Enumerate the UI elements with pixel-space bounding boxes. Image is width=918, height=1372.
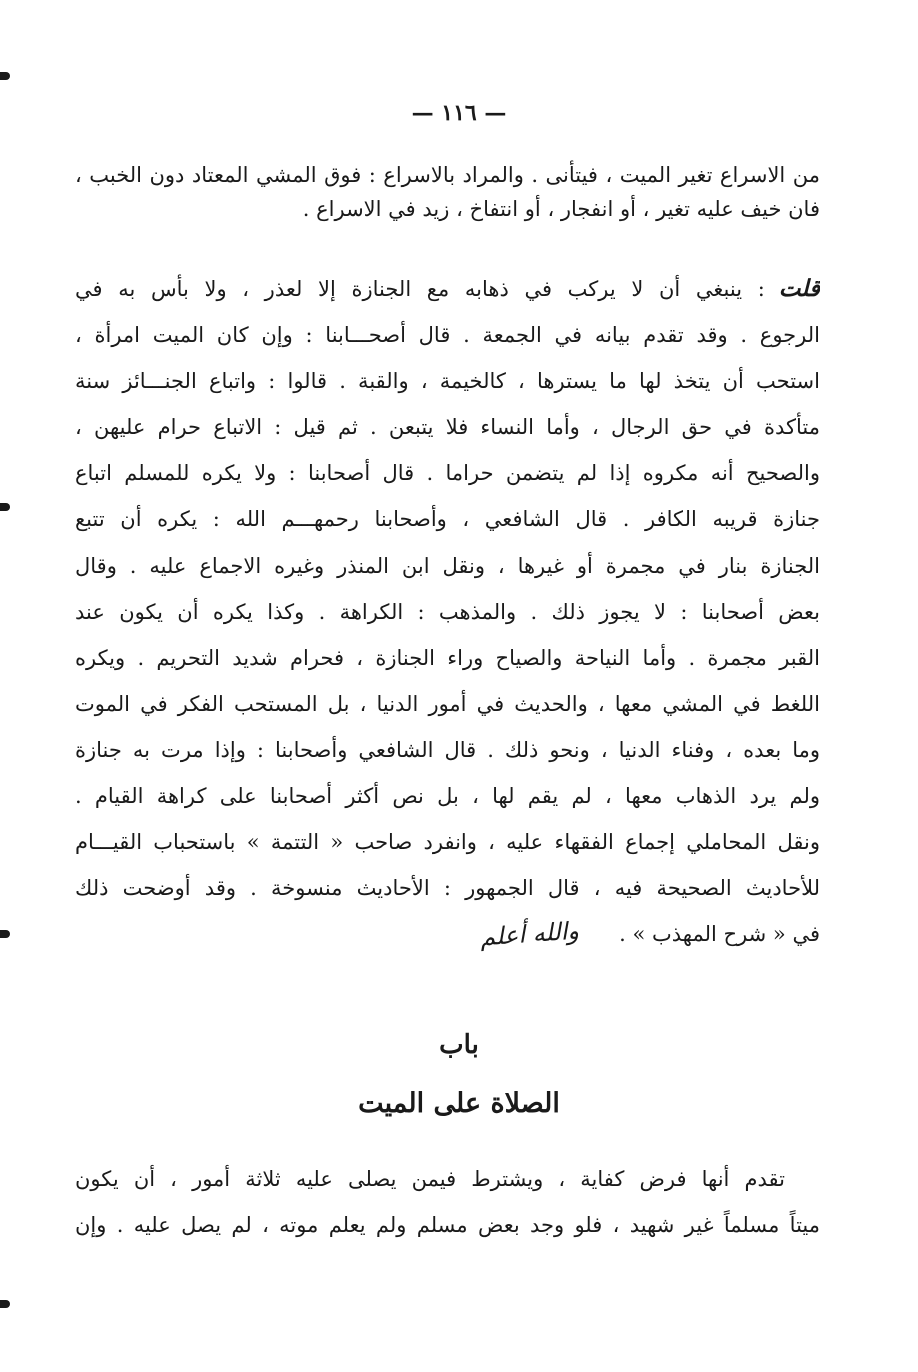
- text-line: ميتاً مسلماً غير شهيد ، فلو وجد بعض مسلم ولم يعلم موته ، لم يصل عليه . وإن: [75, 1213, 820, 1237]
- page-number: — ١١٦ —: [411, 100, 507, 126]
- text-line: القبر مجمرة . وأما النياحة والصياح وراء الجنازة ، فحرام شديد التحريم . ويكره: [75, 645, 820, 670]
- text-line: بعض أصحابنا : لا يجوز ذلك . والمذهب : الكراهة . وكذا يكره أن يكون عند: [75, 599, 820, 624]
- text-line: استحب أن يتخذ لها ما يسترها ، كالخيمة ، والقبة . قالوا : واتباع الجنـــائز سنة: [75, 369, 820, 394]
- closing-signature: والله أعلم: [479, 916, 580, 952]
- margin-mark: [0, 503, 10, 511]
- margin-mark: [0, 72, 10, 80]
- text-line: في « شرح المهذب » .: [619, 922, 820, 947]
- text-line: للأحاديث الصحيحة فيه ، قال الجمهور : الأحاديث منسوخة . وقد أوضحت ذلك: [75, 876, 820, 901]
- top-paragraph: [75, 158, 820, 226]
- text-line: اللغط في المشي معها ، والحديث في أمور الدنيا ، بل المستحب الفكر في الموت: [75, 691, 820, 716]
- text-line: والصحيح أنه مكروه إذا لم يتضمن حراما . قال أصحابنا : ولا يكره للمسلم اتباع: [75, 461, 820, 486]
- main-paragraph: [75, 266, 820, 957]
- section-label: باب: [439, 1030, 479, 1060]
- text-line: فان خيف عليه تغير ، أو انفجار ، أو انتفاخ ، زيد في الاسراع .: [302, 197, 820, 221]
- qult-label: قلت: [778, 275, 820, 302]
- margin-mark: [0, 930, 10, 938]
- text-line: الجنازة بنار في مجمرة أو غيرها ، ونقل ابن المنذر وغيره الاجماع عليه . وقال: [75, 553, 820, 578]
- text-line: جنازة قريبه الكافر . قال الشافعي ، وأصحابنا رحمهـــم الله : يكره أن تتبع: [75, 507, 820, 532]
- text-line: من الاسراع تغير الميت ، فيتأنى . والمراد بالاسراع : فوق المشي المعتاد دون الخبب ،: [75, 163, 820, 187]
- text-line: ونقل المحاملي إجماع الفقهاء عليه ، وانفرد صاحب « التتمة » باستحباب القيـــام: [75, 830, 820, 855]
- margin-mark: [0, 1300, 10, 1308]
- text-line: الرجوع . وقد تقدم بيانه في الجمعة . قال أصحـــابنا : وإن كان الميت امرأة ،: [75, 323, 820, 348]
- text-line: وما بعده ، وفناء الدنيا ، ونحو ذلك . قال الشافعي وأصحابنا : وإذا مرت به جنازة: [75, 737, 820, 762]
- text-line: متأكدة في حق الرجال ، وأما النساء فلا يتبعن . ثم قيل : الاتباع حرام عليهن ،: [75, 415, 820, 440]
- text-line: : ينبغي أن لا يركب في ذهابه مع الجنازة إلا لعذر ، ولا بأس به في: [75, 277, 765, 301]
- section-heading: الصلاة على الميت: [358, 1088, 560, 1119]
- text-line: ولم يرد الذهاب معها ، لم يقم لها ، بل نص أكثر أصحابنا على كراهة القيام .: [75, 784, 820, 809]
- bottom-paragraph: [75, 1156, 820, 1248]
- text-line: تقدم أنها فرض كفاية ، ويشترط فيمن يصلى عليه ثلاثة أمور ، أن يكون: [75, 1167, 785, 1191]
